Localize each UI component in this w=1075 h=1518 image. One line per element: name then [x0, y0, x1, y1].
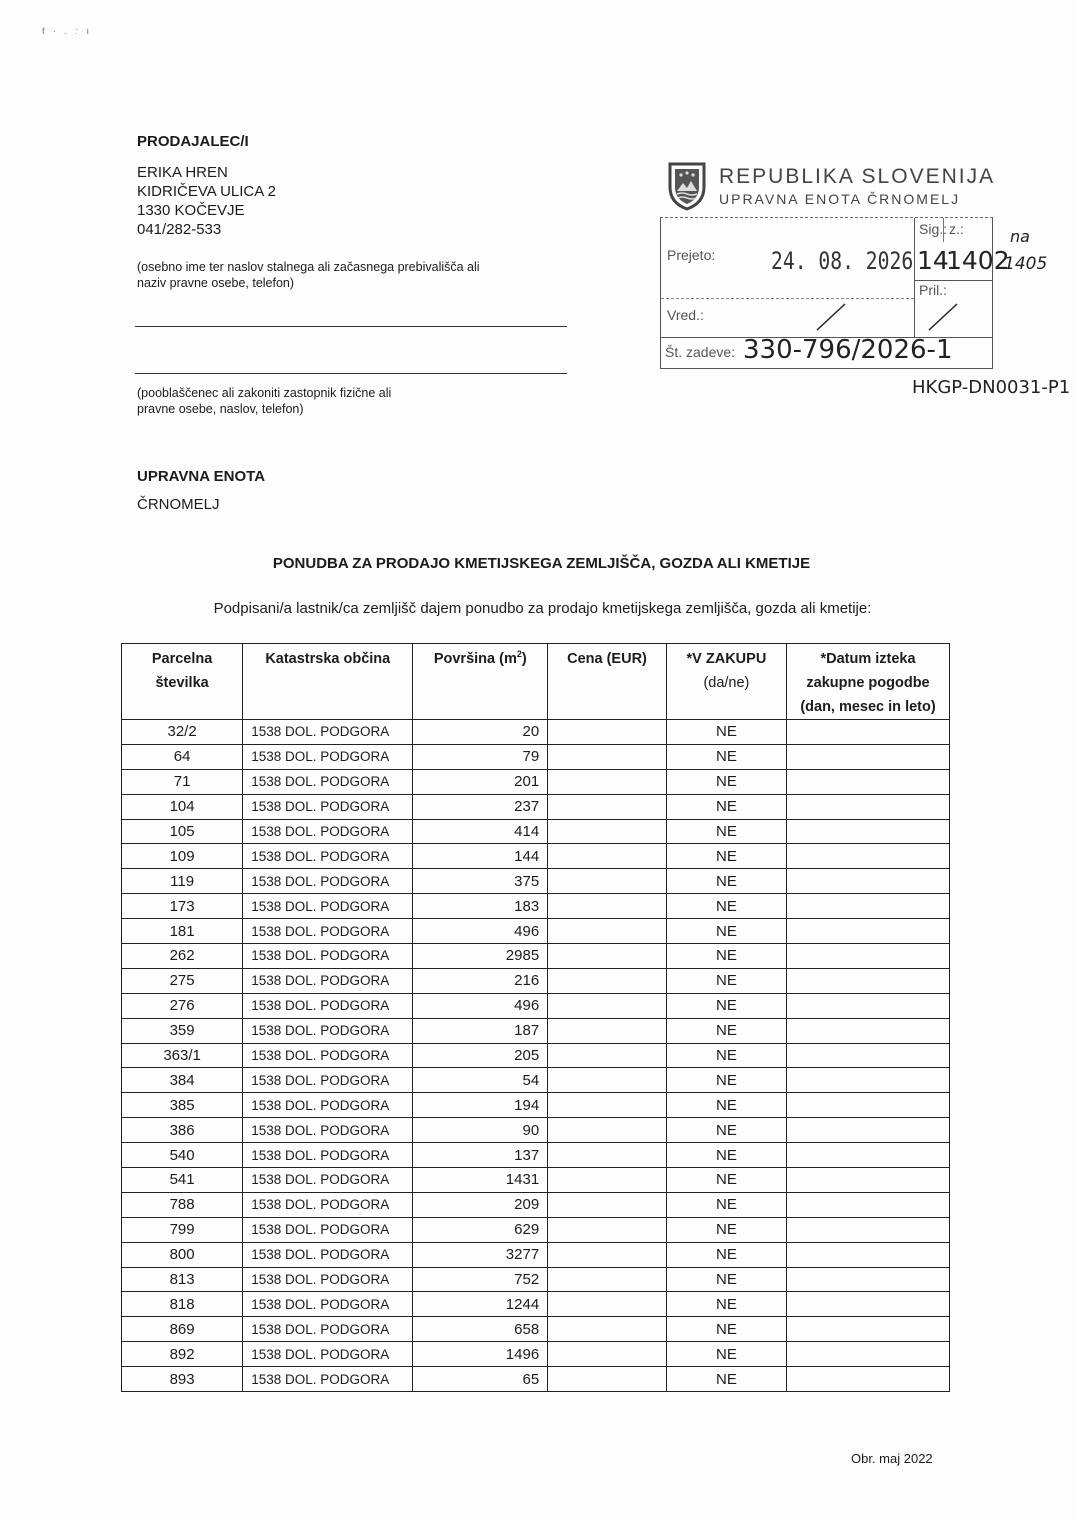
- cell-parcel: 540: [122, 1143, 243, 1168]
- table-row: [122, 1217, 950, 1242]
- header-parcel-line2: številka: [155, 675, 209, 691]
- cell-lease: NE: [666, 1068, 786, 1093]
- cell-lease-expiry: [787, 993, 950, 1018]
- cell-area: 187: [413, 1018, 548, 1043]
- cell-price: [548, 1242, 667, 1267]
- cell-lease-expiry: [787, 968, 950, 993]
- cell-lease: NE: [666, 1242, 786, 1267]
- rep-note-line2: pravne osebe, naslov, telefon): [137, 402, 304, 416]
- cell-area: 496: [413, 919, 548, 944]
- pril-label: Pril.:: [919, 282, 947, 298]
- cell-lease-expiry: [787, 1168, 950, 1193]
- table-row: [122, 1367, 950, 1392]
- header-area-suffix: ): [521, 651, 527, 667]
- z-value: 1402: [946, 246, 1010, 275]
- table-row: [122, 1342, 950, 1367]
- cell-parcel: 800: [122, 1242, 243, 1267]
- cell-lease: NE: [666, 968, 786, 993]
- cell-parcel: 276: [122, 993, 243, 1018]
- cell-parcel: 818: [122, 1292, 243, 1317]
- cell-parcel: 386: [122, 1118, 243, 1143]
- cell-lease: NE: [666, 1342, 786, 1367]
- cell-lease-expiry: [787, 794, 950, 819]
- cell-lease: NE: [666, 1018, 786, 1043]
- table-row: [122, 919, 950, 944]
- cell-lease-expiry: [787, 1267, 950, 1292]
- cell-price: [548, 1168, 667, 1193]
- seller-street: KIDRIČEVA ULICA 2: [137, 183, 276, 200]
- cell-parcel: 71: [122, 769, 243, 794]
- intro-text: Podpisani/a lastnik/ca zemljišč dajem ponudbo za prodajo kmetijskega zemljišča, gozda ali kmetije:: [213, 600, 872, 617]
- sig-value: 14: [917, 246, 949, 275]
- cell-parcel: 181: [122, 919, 243, 944]
- cell-cadastral: 1538 DOL. PODGORA: [243, 1093, 413, 1118]
- cell-lease-expiry: [787, 1367, 950, 1392]
- cell-lease: NE: [666, 944, 786, 969]
- sig-label: Sig.:: [919, 221, 948, 237]
- header-parcel-line1: Parcelna: [151, 651, 213, 667]
- cell-parcel: 892: [122, 1342, 243, 1367]
- cell-area: 752: [413, 1267, 548, 1292]
- cell-lease-expiry: [787, 1043, 950, 1068]
- cell-area: 201: [413, 769, 548, 794]
- cell-area: 3277: [413, 1242, 548, 1267]
- cell-parcel: 813: [122, 1267, 243, 1292]
- seller-city: 1330 KOČEVJE: [137, 202, 245, 219]
- document-title: PONUDBA ZA PRODAJO KMETIJSKEGA ZEMLJIŠČA, GOZDA ALI KMETIJE: [272, 555, 811, 572]
- handwritten-code: HKGP-DN0031-P1: [912, 377, 1071, 398]
- cell-parcel: 119: [122, 869, 243, 894]
- cell-lease: NE: [666, 1118, 786, 1143]
- vred-slash-mark: [811, 298, 851, 338]
- table-row: [122, 744, 950, 769]
- margin-note-number: 1405: [1004, 254, 1048, 274]
- cell-cadastral: 1538 DOL. PODGORA: [243, 1317, 413, 1342]
- cell-price: [548, 1093, 667, 1118]
- table-row: [122, 769, 950, 794]
- seller-note-line2: naziv pravne osebe, telefon): [137, 276, 295, 290]
- cell-lease: NE: [666, 1043, 786, 1068]
- seller-note-line1: (osebno ime ter naslov stalnega ali začasnega prebivališča ali: [137, 260, 480, 274]
- cell-lease: NE: [666, 1217, 786, 1242]
- table-row: [122, 944, 950, 969]
- table-row: [122, 993, 950, 1018]
- cell-price: [548, 1317, 667, 1342]
- cell-cadastral: 1538 DOL. PODGORA: [243, 1292, 413, 1317]
- cell-parcel: 32/2: [122, 720, 243, 745]
- cell-parcel: 799: [122, 1217, 243, 1242]
- cell-lease-expiry: [787, 1018, 950, 1043]
- cell-lease: NE: [666, 919, 786, 944]
- cell-price: [548, 819, 667, 844]
- table-row: [122, 720, 950, 745]
- cell-cadastral: 1538 DOL. PODGORA: [243, 1143, 413, 1168]
- cell-price: [548, 1018, 667, 1043]
- cell-lease: NE: [666, 1317, 786, 1342]
- cell-lease: NE: [666, 794, 786, 819]
- cell-price: [548, 720, 667, 745]
- header-date-line1: *Datum izteka: [820, 651, 916, 667]
- cell-parcel: 384: [122, 1068, 243, 1093]
- cell-area: 137: [413, 1143, 548, 1168]
- header-price: Cena (EUR): [548, 644, 667, 720]
- cell-price: [548, 944, 667, 969]
- cell-price: [548, 1292, 667, 1317]
- cell-cadastral: 1538 DOL. PODGORA: [243, 1168, 413, 1193]
- vred-label: Vred.:: [667, 307, 704, 323]
- cell-parcel: 359: [122, 1018, 243, 1043]
- cell-area: 90: [413, 1118, 548, 1143]
- cell-lease-expiry: [787, 1192, 950, 1217]
- cell-cadastral: 1538 DOL. PODGORA: [243, 1242, 413, 1267]
- cell-cadastral: 1538 DOL. PODGORA: [243, 1018, 413, 1043]
- cell-lease-expiry: [787, 819, 950, 844]
- cell-cadastral: 1538 DOL. PODGORA: [243, 944, 413, 969]
- cell-cadastral: 1538 DOL. PODGORA: [243, 1192, 413, 1217]
- table-row: [122, 794, 950, 819]
- header-area-sup: 2: [516, 649, 522, 660]
- cell-lease: NE: [666, 720, 786, 745]
- stamp-divider-vertical: [914, 218, 915, 337]
- cell-lease-expiry: [787, 1118, 950, 1143]
- cell-price: [548, 1043, 667, 1068]
- header-lease-expiry: [787, 644, 950, 720]
- cell-price: [548, 968, 667, 993]
- header-date-line3: (dan, mesec in leto): [800, 699, 936, 715]
- cell-price: [548, 1118, 667, 1143]
- cell-cadastral: 1538 DOL. PODGORA: [243, 1068, 413, 1093]
- cell-lease-expiry: [787, 869, 950, 894]
- cell-cadastral: 1538 DOL. PODGORA: [243, 819, 413, 844]
- cell-lease: NE: [666, 993, 786, 1018]
- margin-note-na: na: [1010, 227, 1030, 246]
- representative-note: [137, 385, 391, 417]
- stamp-title: REPUBLIKA SLOVENIJA: [719, 165, 996, 188]
- cell-cadastral: 1538 DOL. PODGORA: [243, 1342, 413, 1367]
- header-cadastral: Katastrska občina: [243, 644, 413, 720]
- cell-cadastral: 1538 DOL. PODGORA: [243, 1217, 413, 1242]
- cell-lease: NE: [666, 1168, 786, 1193]
- cell-lease: NE: [666, 1292, 786, 1317]
- office-heading: UPRAVNA ENOTA: [137, 468, 266, 485]
- corner-marks: f · . : ı: [42, 26, 93, 36]
- cell-cadastral: 1538 DOL. PODGORA: [243, 919, 413, 944]
- cell-area: 1244: [413, 1292, 548, 1317]
- cell-parcel: 788: [122, 1192, 243, 1217]
- cell-price: [548, 1367, 667, 1392]
- cell-price: [548, 1342, 667, 1367]
- cell-lease: NE: [666, 869, 786, 894]
- cell-area: 183: [413, 894, 548, 919]
- cell-cadastral: 1538 DOL. PODGORA: [243, 1367, 413, 1392]
- cell-cadastral: 1538 DOL. PODGORA: [243, 794, 413, 819]
- slovenia-coat-of-arms-icon: [666, 161, 708, 211]
- received-date: 24. 08. 2026: [771, 247, 914, 275]
- cell-price: [548, 1217, 667, 1242]
- cell-area: 194: [413, 1093, 548, 1118]
- cell-lease-expiry: [787, 744, 950, 769]
- cell-cadastral: 1538 DOL. PODGORA: [243, 869, 413, 894]
- cell-area: 375: [413, 869, 548, 894]
- cell-lease: NE: [666, 1192, 786, 1217]
- table-row: [122, 844, 950, 869]
- cell-parcel: 105: [122, 819, 243, 844]
- header-parcel: [122, 644, 243, 720]
- table-row: [122, 1317, 950, 1342]
- cell-cadastral: 1538 DOL. PODGORA: [243, 1267, 413, 1292]
- cell-area: 216: [413, 968, 548, 993]
- cell-area: 205: [413, 1043, 548, 1068]
- cell-price: [548, 1143, 667, 1168]
- cell-cadastral: 1538 DOL. PODGORA: [243, 720, 413, 745]
- office-name: ČRNOMELJ: [137, 496, 220, 513]
- cell-cadastral: 1538 DOL. PODGORA: [243, 1118, 413, 1143]
- table-row: [122, 1018, 950, 1043]
- blank-line-2: [135, 373, 567, 374]
- parcels-table: [121, 643, 950, 1392]
- cell-area: 209: [413, 1192, 548, 1217]
- header-lease: [666, 644, 786, 720]
- case-label: Št. zadeve:: [665, 344, 736, 360]
- cell-area: 629: [413, 1217, 548, 1242]
- case-number: 330-796/2026-1: [743, 335, 953, 365]
- cell-price: [548, 1267, 667, 1292]
- header-date-line2: zakupne pogodbe: [806, 675, 930, 691]
- cell-lease-expiry: [787, 844, 950, 869]
- form-version: Obr. maj 2022: [851, 1451, 933, 1466]
- cell-cadastral: 1538 DOL. PODGORA: [243, 844, 413, 869]
- header-lease-line1: *V ZAKUPU: [686, 651, 767, 667]
- cell-area: 237: [413, 794, 548, 819]
- cell-area: 414: [413, 819, 548, 844]
- table-row: [122, 1242, 950, 1267]
- header-lease-line2: (da/ne): [703, 675, 750, 691]
- cell-parcel: 64: [122, 744, 243, 769]
- cell-area: 54: [413, 1068, 548, 1093]
- table-header-row: [122, 644, 950, 720]
- cell-lease-expiry: [787, 1317, 950, 1342]
- table-row: [122, 869, 950, 894]
- cell-area: 2985: [413, 944, 548, 969]
- cell-lease-expiry: [787, 944, 950, 969]
- pril-slash-mark: [923, 296, 963, 336]
- cell-area: 1496: [413, 1342, 548, 1367]
- stamp-subtitle: UPRAVNA ENOTA ČRNOMELJ: [719, 191, 961, 207]
- cell-lease-expiry: [787, 1342, 950, 1367]
- rep-note-line1: (pooblaščenec ali zakoniti zastopnik fizične ali: [137, 386, 392, 400]
- cell-lease-expiry: [787, 894, 950, 919]
- cell-price: [548, 744, 667, 769]
- cell-parcel: 173: [122, 894, 243, 919]
- stamp-divider-1: [661, 298, 914, 299]
- seller-phone: 041/282-533: [137, 221, 222, 238]
- cell-price: [548, 919, 667, 944]
- table-row: [122, 1192, 950, 1217]
- table-row: [122, 1168, 950, 1193]
- cell-lease-expiry: [787, 1292, 950, 1317]
- cell-lease: NE: [666, 1093, 786, 1118]
- cell-parcel: 385: [122, 1093, 243, 1118]
- header-area-text: Površina (m: [433, 651, 517, 667]
- header-area: [413, 644, 548, 720]
- table-row: [122, 1093, 950, 1118]
- cell-price: [548, 769, 667, 794]
- cell-cadastral: 1538 DOL. PODGORA: [243, 769, 413, 794]
- cell-lease: NE: [666, 744, 786, 769]
- cell-cadastral: 1538 DOL. PODGORA: [243, 1043, 413, 1068]
- table-row: [122, 1292, 950, 1317]
- table-row: [122, 1043, 950, 1068]
- cell-area: 144: [413, 844, 548, 869]
- seller-name: ERIKA HREN: [137, 164, 228, 181]
- cell-parcel: 109: [122, 844, 243, 869]
- cell-price: [548, 1068, 667, 1093]
- cell-price: [548, 993, 667, 1018]
- cell-price: [548, 869, 667, 894]
- cell-parcel: 869: [122, 1317, 243, 1342]
- cell-lease-expiry: [787, 1143, 950, 1168]
- cell-area: 658: [413, 1317, 548, 1342]
- table-row: [122, 968, 950, 993]
- table-row: [122, 819, 950, 844]
- cell-parcel: 262: [122, 944, 243, 969]
- cell-lease: NE: [666, 1367, 786, 1392]
- cell-area: 20: [413, 720, 548, 745]
- cell-price: [548, 1192, 667, 1217]
- cell-parcel: 104: [122, 794, 243, 819]
- table-row: [122, 1118, 950, 1143]
- cell-lease: NE: [666, 1143, 786, 1168]
- seller-note: [137, 259, 480, 291]
- cell-parcel: 275: [122, 968, 243, 993]
- cell-lease-expiry: [787, 720, 950, 745]
- cell-parcel: 363/1: [122, 1043, 243, 1068]
- cell-area: 496: [413, 993, 548, 1018]
- cell-price: [548, 894, 667, 919]
- cell-parcel: 541: [122, 1168, 243, 1193]
- cell-lease: NE: [666, 1267, 786, 1292]
- table-row: [122, 1267, 950, 1292]
- cell-lease: NE: [666, 819, 786, 844]
- seller-address-block: [137, 163, 276, 239]
- cell-area: 65: [413, 1367, 548, 1392]
- cell-price: [548, 794, 667, 819]
- cell-lease-expiry: [787, 1093, 950, 1118]
- table-row: [122, 894, 950, 919]
- cell-price: [548, 844, 667, 869]
- cell-lease: NE: [666, 769, 786, 794]
- cell-lease: NE: [666, 894, 786, 919]
- received-label: Prejeto:: [667, 247, 716, 263]
- stamp-divider-3: [914, 280, 992, 281]
- received-stamp: [660, 217, 1010, 369]
- cell-cadastral: 1538 DOL. PODGORA: [243, 894, 413, 919]
- cell-lease-expiry: [787, 1217, 950, 1242]
- cell-lease-expiry: [787, 919, 950, 944]
- cell-lease: NE: [666, 844, 786, 869]
- cell-parcel: 893: [122, 1367, 243, 1392]
- seller-heading: PRODAJALEC/I: [137, 133, 249, 150]
- cell-area: 1431: [413, 1168, 548, 1193]
- z-label: z.:: [949, 221, 964, 237]
- table-row: [122, 1143, 950, 1168]
- table-row: [122, 1068, 950, 1093]
- cell-area: 79: [413, 744, 548, 769]
- blank-line-1: [135, 326, 567, 327]
- cell-lease-expiry: [787, 1242, 950, 1267]
- cell-cadastral: 1538 DOL. PODGORA: [243, 968, 413, 993]
- cell-lease-expiry: [787, 769, 950, 794]
- cell-cadastral: 1538 DOL. PODGORA: [243, 993, 413, 1018]
- cell-cadastral: 1538 DOL. PODGORA: [243, 744, 413, 769]
- cell-lease-expiry: [787, 1068, 950, 1093]
